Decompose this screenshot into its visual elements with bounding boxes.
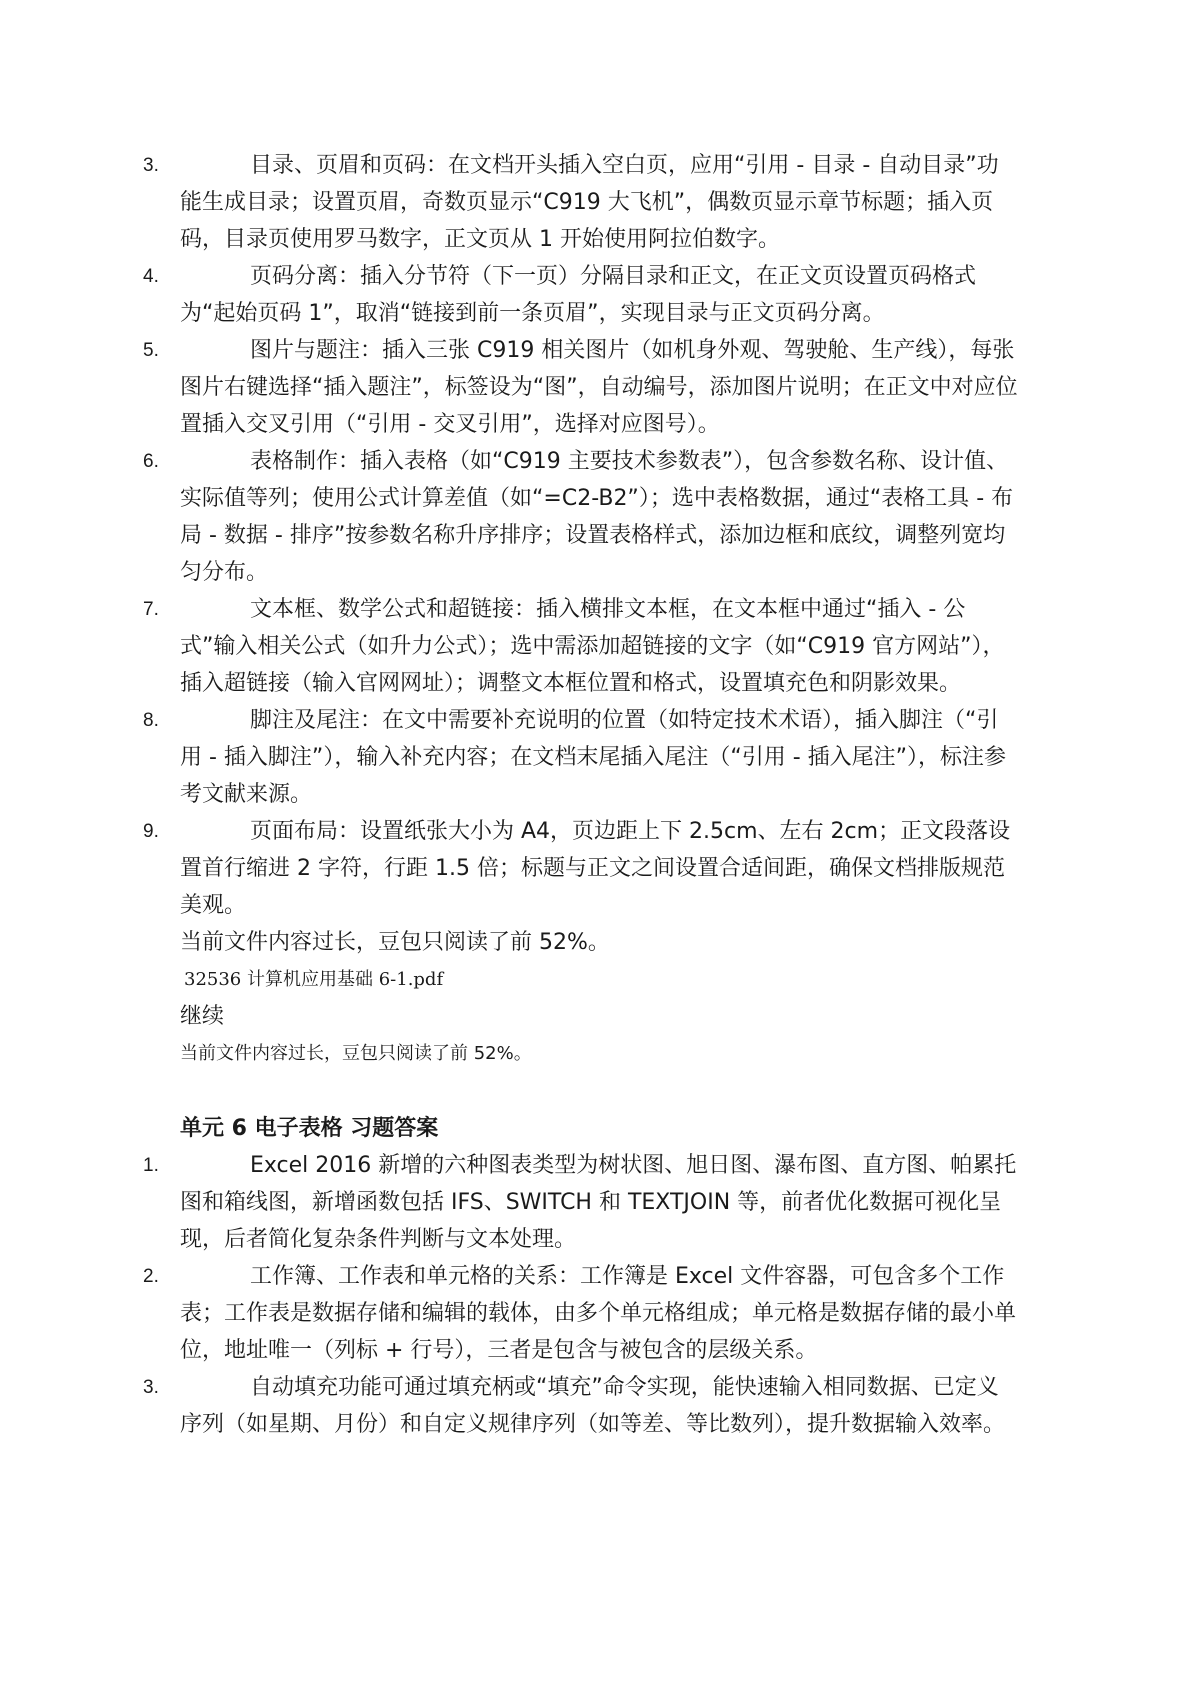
item-text: 页面布局：设置纸张大小为 A4，页边距上下 2.5cm、左右 2cm；正文段落设置首行缩进 2 字符，行距 1.5 倍；标题与正文之间设置合适间距，确保文档排版规范美观。: [180, 819, 1011, 918]
list-item: [0, 332, 1191, 443]
list-item: [0, 702, 1191, 813]
list-item: [0, 1258, 1191, 1369]
list-item: [0, 147, 1191, 258]
item-number: 3.: [143, 155, 159, 176]
item-text: 页码分离：插入分节符（下一页）分隔目录和正文，在正文页设置页码格式为“起始页码 1”，取消“链接到前一条页眉”，实现目录与正文页码分离。: [180, 264, 977, 326]
item-text: 脚注及尾注：在文中需要补充说明的位置（如特定技术术语），插入脚注（“引用 - 插入脚注”），输入补充内容；在文档末尾插入尾注（“引用 - 插入尾注”），标注参考文献来源。: [180, 708, 1007, 807]
item-number: 6.: [143, 451, 159, 472]
list-item: [0, 443, 1191, 591]
item-text: Excel 2016 新增的六种图表类型为树状图、旭日图、瀑布图、直方图、帕累托图和箱线图，新增函数包括 IFS、SWITCH 和 TEXTJOIN 等，前者优化数据可视化呈现，后者简化复杂条件判断与文本处理。: [180, 1153, 1017, 1252]
numbered-list-section1: [0, 147, 1191, 1072]
list-item: [0, 258, 1191, 332]
item-text: 图片与题注：插入三张 C919 相关图片（如机身外观、驾驶舱、生产线），每张图片右键选择“插入题注”，标签设为“图”，自动编号，添加图片说明；在正文中对应位置插入交叉引用（“引用 - 交叉引用”，选择对应图号）。: [180, 338, 1018, 437]
file-name: 32536 计算机应用基础 6-1.pdf: [184, 969, 444, 990]
item-number: 9.: [143, 821, 159, 842]
item-text: 目录、页眉和页码：在文档开头插入空白页，应用“引用 - 目录 - 自动目录”功能生成目录；设置页眉，奇数页显示“C919 大飞机”，偶数页显示章节标题；插入页码，目录页使用罗马数字，正文页从 1 开始使用阿拉伯数字。: [180, 153, 999, 252]
truncation-notice-small: 当前文件内容过长，豆包只阅读了前 52%。: [180, 1043, 532, 1064]
list-item: [0, 591, 1191, 702]
item-text: 表格制作：插入表格（如“C919 主要技术参数表”），包含参数名称、设计值、实际值等列；使用公式计算差值（如“=C2-B2”）；选中表格数据，通过“表格工具 - 布局 - 数据 - 排序”按参数名称升序排序；设置表格样式，添加边框和底纹，调整列宽均匀分布。: [180, 449, 1014, 585]
item-number: 3.: [143, 1377, 159, 1398]
item-text: 文本框、数学公式和超链接：插入横排文本框，在文本框中通过“插入 - 公式”输入相关公式（如升力公式）；选中需添加超链接的文字（如“C919 官方网站”），插入超链接（输入官网网址）；调整文本框位置和格式，设置填充色和阴影效果。: [180, 597, 1005, 696]
list-item: [0, 1147, 1191, 1258]
truncation-notice: 当前文件内容过长，豆包只阅读了前 52%。: [180, 930, 610, 955]
item-text: 自动填充功能可通过填充柄或“填充”命令实现，能快速输入相同数据、已定义序列（如星期、月份）和自定义规律序列（如等差、等比数列），提升数据输入效率。: [180, 1375, 1006, 1437]
item-number: 2.: [143, 1266, 159, 1287]
item-number: 7.: [143, 599, 159, 620]
item-text: 工作簿、工作表和单元格的关系：工作簿是 Excel 文件容器，可包含多个工作表；工作表是数据存储和编辑的载体，由多个单元格组成；单元格是数据存储的最小单位，地址唯一（列标 + 行号），三者是包含与被包含的层级关系。: [180, 1264, 1017, 1363]
list-item: [0, 1369, 1191, 1443]
item-number: 5.: [143, 340, 159, 361]
item-number: 1.: [143, 1155, 159, 1176]
numbered-list-section2: [0, 1147, 1191, 1443]
item-number: 4.: [143, 266, 159, 287]
continue-link[interactable]: 继续: [180, 1004, 225, 1029]
list-item: [0, 813, 1191, 924]
section-heading: 单元 6 电子表格 习题答案: [180, 1116, 439, 1141]
item-number: 8.: [143, 710, 159, 731]
